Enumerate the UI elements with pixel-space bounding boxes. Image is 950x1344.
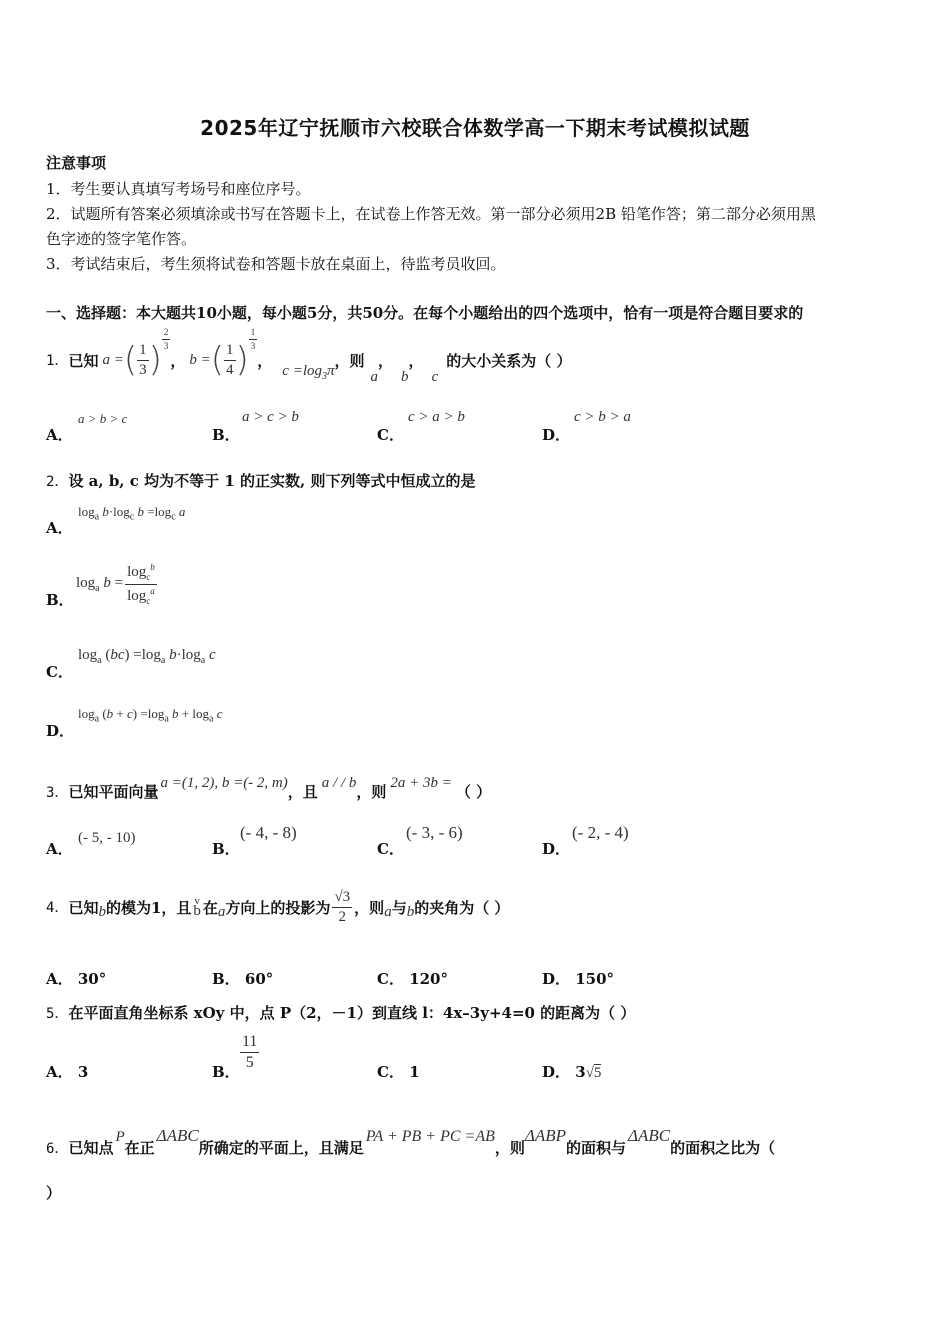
triangle-abc: ΔABC [628,1126,671,1145]
q1-option-a: a > b > c [78,411,128,426]
q5-option-b-label: B． [212,1063,240,1081]
fraction: $\frac{\log_c^b}{\log_c^a}$ [127,562,155,606]
question-text: 的模为1，且 [105,898,192,917]
question-6-cont: ） [46,1184,62,1202]
q3-option-d-label: D． [542,840,571,858]
question-text: 设 a, b, c 均为不等于 1 的正实数, 则下列等式中恒成立的是 [68,472,476,490]
question-text: 在 [202,898,218,917]
q4-option-b: B． 60° [212,970,274,988]
section-heading: 一、选择题：本大题共10小题，每小题5分，共50分。在每个小题给出的四个选项中，恰有一项是符合题目要求的 [46,304,804,322]
notice-item-3: 3．考试结束后，考生须将试卷和答题卡放在桌面上，待监考员收回。 [46,255,506,273]
q2-option-b: $\log_a b$ = $\frac{\log_c^b}{\log_c^a}$ [76,562,155,606]
question-text: ，则 [334,351,365,370]
paren: ) [148,340,162,380]
q5-option-a: A． 3 [46,1063,89,1081]
question-number: 2． [46,474,69,490]
fraction: $\frac{√3}{2}$ [334,888,351,925]
question-number: 3． [46,785,69,801]
question-text: 所确定的平面上，且满足 [198,1139,364,1157]
separator: ， [408,351,424,370]
notice-item-1: 1．考生要认真填写考场号和座位序号。 [46,180,311,198]
math-var-c: c [431,368,439,385]
notice-heading: 注意事项 [46,154,107,172]
question-text: 的大小关系为（ ） [446,351,572,370]
math-var-b: b [98,903,106,920]
triangle-abc: ΔABC [156,1126,199,1145]
q3-option-c: (- 3, - 6) [406,823,463,842]
question-text: 与 [391,898,407,917]
q1-option-b: a > c > b [242,409,299,425]
notice-item-2-cont: 色字迹的签字笔作答。 [46,230,197,248]
paren: ( [210,340,225,380]
math-c-expr: $c =\log_3\pi$ [282,362,335,382]
notice-item-2: 2．试题所有答案必须填涂或书写在答题卡上，在试卷上作答无效。第一部分必须用2B 铅笔作答；第二部分必须用黑 [46,205,816,223]
paren: ( [123,340,138,380]
question-text: ，则 [356,783,387,801]
question-text: 在正 [124,1139,155,1157]
q2-option-b-label: B． [46,591,74,609]
question-text: ，则 [354,898,385,917]
q1-option-b-label: B． [212,426,240,444]
math-b-lhs: b = [189,351,211,368]
q3-option-b: (- 4, - 8) [240,823,297,842]
q1-option-a-label: A． [46,426,73,444]
vector-equation: PA + PB + PC =AB [365,1128,495,1145]
q2-option-c: $\log_a (bc) =\log_a$ $b\cdot\log_a$ c [78,647,216,666]
question-2 [46,470,475,491]
question-text: 方向上的投影为 [225,898,331,917]
question-6 [46,1120,775,1158]
question-text: ，则 [494,1139,525,1157]
math-var-b: b [406,903,415,920]
q1-option-c: c > a > b [408,409,465,425]
question-text: 的面积之比为（ [670,1139,776,1157]
question-1 [46,327,572,390]
question-number: 6． [46,1141,69,1157]
q1-option-c-label: C． [377,426,404,444]
q5-option-c: C． 1 [377,1063,420,1081]
separator: ， [257,351,273,370]
point-p: P [115,1129,125,1145]
triangle-abp: ΔABP [524,1126,567,1145]
fraction: $\frac{1}{4}$ [226,341,234,378]
exponent-fraction: $\frac{2}{3}$ [163,327,169,351]
q3-option-d: (- 2, - 4) [572,823,629,842]
q3-option-a: (- 5, - 10) [78,830,136,846]
question-text: 的夹角为（ ） [414,898,510,917]
question-4 [46,880,509,934]
separator: ， [378,351,394,370]
q1-option-d-label: D． [542,426,571,444]
math-var-a: a [370,368,379,385]
q4-option-a: A． 30° [46,970,107,988]
question-text: 在平面直角坐标系 xOy 中，点 P（2，－1）到直线 l：4x–3y+4=0 的距离为（ ） [68,1004,636,1022]
q2-option-a-label: A． [46,519,73,537]
question-number: 1． [46,353,69,369]
q3-option-c-label: C． [377,840,404,858]
question-number: 5． [46,1006,69,1022]
fraction: $\frac{1}{3}$ [139,341,147,378]
q1-option-d: c > b > a [574,409,631,425]
question-text: 已知点 [68,1139,114,1157]
vector-sum-expr: 2a + 3b = [390,775,452,791]
math-var-b: b [401,368,409,385]
vector-b: v b [193,894,201,920]
question-3 [46,766,491,802]
question-text: 已知 [68,898,99,917]
q3-option-a-label: A． [46,840,73,858]
math-var-a: a [217,903,226,920]
question-text: 已知平面向量 [68,783,159,801]
question-text: 的面积与 [566,1139,627,1157]
exponent-fraction: $\frac{1}{3}$ [250,327,256,351]
q5-option-d: D． 3√5 [542,1063,602,1081]
q2-option-d-label: D． [46,722,75,740]
question-number: 4． [46,900,69,916]
page-title: 2025年辽宁抚顺市六校联合体数学高一下期末考试模拟试题 [200,116,750,140]
q2-option-c-label: C． [46,663,73,681]
math-var-a: a [384,903,392,920]
question-5 [46,1002,635,1023]
q4-option-c: C． 120° [377,970,448,988]
math-a-lhs: a = [102,351,124,368]
question-text: 已知 [68,351,99,370]
q2-option-a: $\log_a b\cdot\log_c$ $b =\log_c$ a [78,504,186,523]
vector-expr: a =(1, 2), b =(- 2, m) [160,775,288,791]
question-text: （ ） [455,783,492,801]
paren: ) [235,340,249,380]
q5-option-b: $\frac{11}{5}$ [242,1033,258,1071]
parallel-condition: a / / b [321,775,357,791]
separator: ， [170,351,186,370]
question-text: ，且 [287,783,318,801]
q4-option-d: D． 150° [542,970,615,988]
q3-option-b-label: B． [212,840,240,858]
q2-option-d: $\log_a (b + c) =\log_a$ $b + \log_a c$ [78,706,223,725]
